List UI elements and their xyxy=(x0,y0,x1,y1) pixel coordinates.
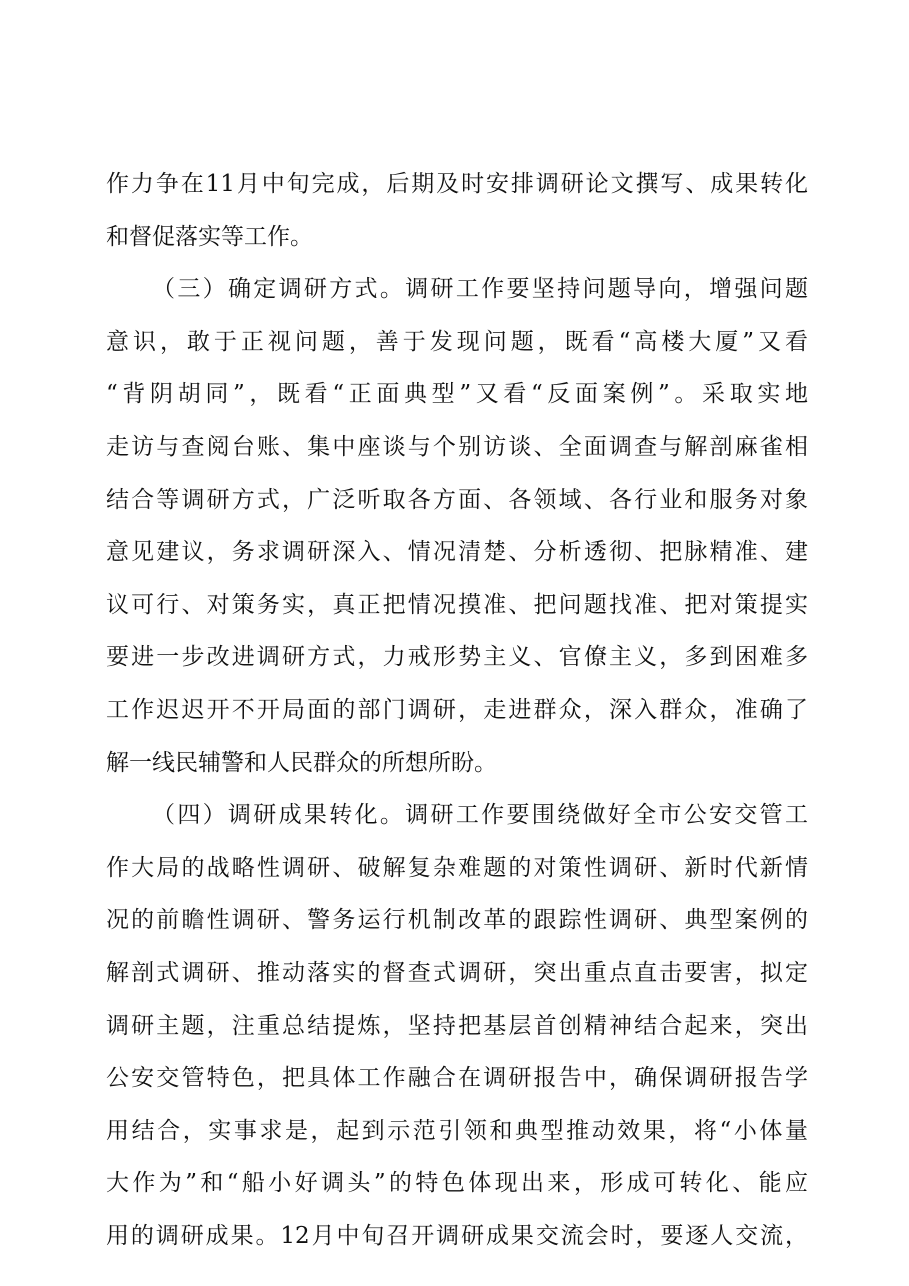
text-line: 况的前瞻性调研、警务运行机制改革的跟踪性调研、典型案例的 xyxy=(106,907,808,934)
text-line: 意识，敢于正视问题，善于发现问题，既看“高楼大厦”又看 xyxy=(106,328,808,355)
text-line: 议可行、对策务实，真正把情况摸准、把问题找准、把对策提实 xyxy=(106,591,808,618)
paragraph-continuation xyxy=(106,158,808,263)
text-line: 作大局的战略性调研、破解复杂难题的对策性调研、新时代新情 xyxy=(106,854,808,881)
text-line: 和督促落实等工作。 xyxy=(106,223,313,250)
text-line: 意见建议，务求调研深入、情况清楚、分析透彻、把脉精准、建 xyxy=(106,539,808,566)
text-line: 结合等调研方式，广泛听取各方面、各领域、各行业和服务对象 xyxy=(106,486,808,513)
document-body xyxy=(106,158,808,1262)
text-line: 调研主题，注重总结提炼，坚持把基层首创精神结合起来，突出 xyxy=(106,1012,808,1039)
text-line: 解剖式调研、推动落实的督查式调研，突出重点直击要害，拟定 xyxy=(106,959,808,986)
paragraph-heading-line: （三）确定调研方式。调研工作要坚持问题导向，增强问题 xyxy=(152,276,808,303)
text-line: 要进一步改进调研方式，力戒形势主义、官僚主义，多到困难多 xyxy=(106,644,808,671)
text-line: 用的调研成果。12月中旬召开调研成果交流会时，要逐人交流， xyxy=(106,1222,808,1249)
text-line: 用结合，实事求是，起到示范引领和典型推动效果，将“小体量 xyxy=(106,1117,808,1144)
paragraph-research-method xyxy=(106,263,808,789)
text-line: 工作迟迟开不开局面的部门调研，走进群众，深入群众，准确了 xyxy=(106,696,808,723)
text-line: 公安交管特色，把具体工作融合在调研报告中，确保调研报告学 xyxy=(106,1065,808,1092)
text-line: 大作为”和“船小好调头”的特色体现出来，形成可转化、能应 xyxy=(106,1170,808,1197)
text-line: 解一线民辅警和人民群众的所想所盼。 xyxy=(106,749,497,776)
text-line: 作力争在11月中旬完成，后期及时安排调研论文撰写、成果转化 xyxy=(106,171,808,197)
text-line: “背阴胡同”，既看“正面典型”又看“反面案例”。采取实地 xyxy=(106,381,808,408)
text-line: 走访与查阅台账、集中座谈与个别访谈、全面调查与解剖麻雀相 xyxy=(106,433,808,460)
paragraph-research-results xyxy=(106,789,808,1262)
paragraph-heading-line: （四）调研成果转化。调研工作要围绕做好全市公安交管工 xyxy=(152,802,808,829)
